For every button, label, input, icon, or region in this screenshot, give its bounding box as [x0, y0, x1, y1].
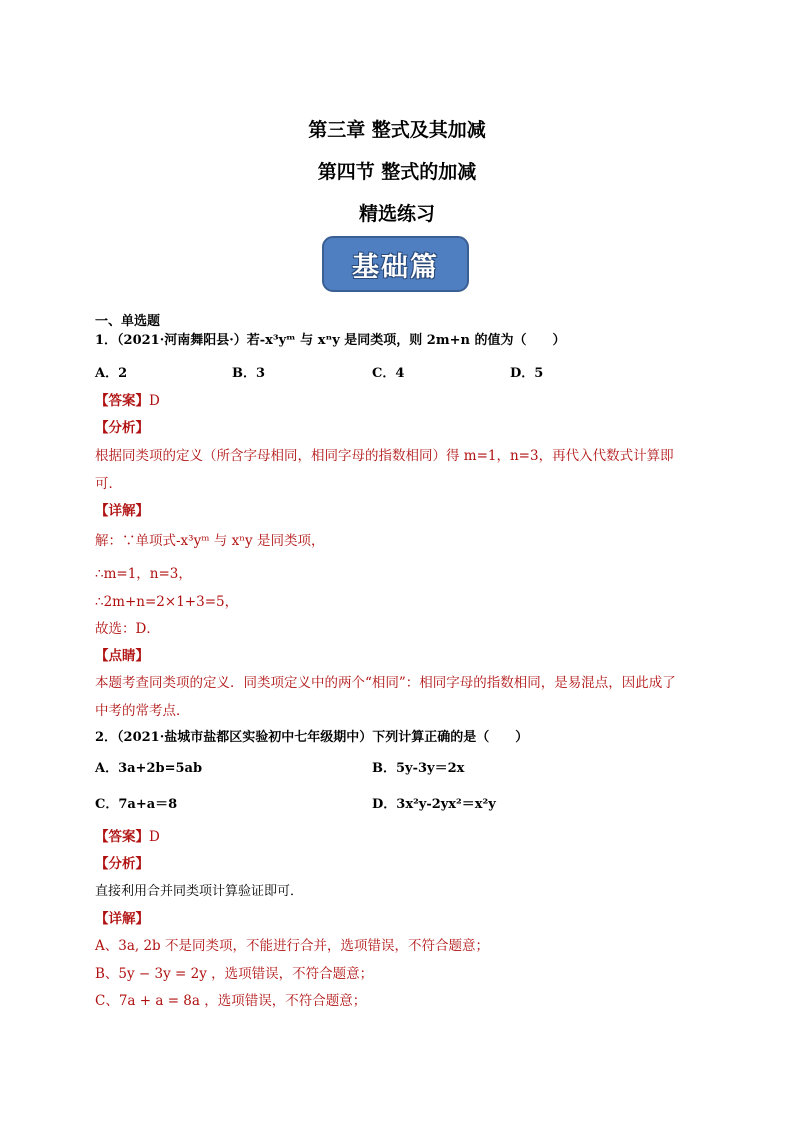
- q1-option-a: A．2: [95, 366, 128, 381]
- q2-detail-line: C、7a + a = 8a ，选项错误，不符合题意；: [95, 993, 367, 1009]
- q1-comment-line1: 本题考查同类项的定义．同类项定义中的两个“相同”：相同字母的指数相同，是易混点，因此成了: [95, 675, 676, 691]
- q1-detail-line: ∴m=1，n=3，: [95, 566, 192, 582]
- q1-comment-line2: 中考的常考点．: [95, 703, 190, 719]
- q1-analysis-label: 【分析】: [95, 420, 149, 436]
- q2-detail-line: A、3a, 2b 不是同类项，不能进行合并，选项错误，不符合题意；: [95, 938, 489, 954]
- q2-analysis-line: 直接利用合并同类项计算验证即可．: [95, 884, 304, 899]
- q2-option-d: D．3x²y-2yx²＝x²y: [372, 797, 496, 812]
- chapter-title: 第三章 整式及其加减: [308, 119, 486, 141]
- q2-answer-value: D: [149, 829, 160, 845]
- q1-answer: [95, 389, 160, 409]
- q2-option-a: A．3a+2b=5ab: [95, 761, 203, 776]
- part-heading: 一、单选题: [95, 314, 161, 329]
- q2-detail-line: B、5y − 3y = 2y ，选项错误，不符合题意；: [95, 966, 374, 982]
- q1-detail-line: ∴2m+n=2×1+3=5，: [95, 594, 239, 610]
- q2-analysis-label: 【分析】: [95, 856, 149, 872]
- q2-option-c: C．7a+a＝8: [95, 797, 178, 812]
- level-badge-label: 基础篇: [352, 251, 439, 283]
- q2-answer: [95, 825, 160, 845]
- q2-stem: 2．（2021·盐城市盐都区实验初中七年级期中）下列计算正确的是（ ）: [95, 730, 529, 745]
- q1-detail-label: 【详解】: [95, 503, 149, 519]
- q2-answer-label: 【答案】: [95, 829, 149, 845]
- q1-option-b: B．3: [232, 366, 266, 381]
- q1-detail-line: 解：∵单项式-x³yᵐ 与 xⁿy 是同类项，: [95, 533, 325, 549]
- q2-option-b: B．5y-3y＝2x: [372, 761, 465, 776]
- q1-option-d: D．5: [510, 366, 544, 381]
- q1-option-c: C．4: [372, 366, 405, 381]
- q1-comment-label: 【点睛】: [95, 648, 149, 664]
- q1-stem: 1．（2021·河南舞阳县·）若-x³yᵐ 与 xⁿy 是同类项，则 2m+n 的值为（ ）: [95, 333, 566, 348]
- section-title: 第四节 整式的加减: [317, 161, 477, 183]
- q1-analysis-line2: 可．: [95, 476, 122, 492]
- q1-answer-value: D: [149, 393, 160, 409]
- subtitle: 精选练习: [358, 203, 435, 225]
- q1-answer-label: 【答案】: [95, 393, 149, 409]
- level-badge: [322, 236, 469, 292]
- q1-analysis-line1: 根据同类项的定义（所含字母相同，相同字母的指数相同）得 m=1，n=3，再代入代数式计算即: [95, 448, 674, 464]
- q1-detail-line: 故选：D．: [95, 621, 160, 637]
- q2-detail-label: 【详解】: [95, 911, 149, 927]
